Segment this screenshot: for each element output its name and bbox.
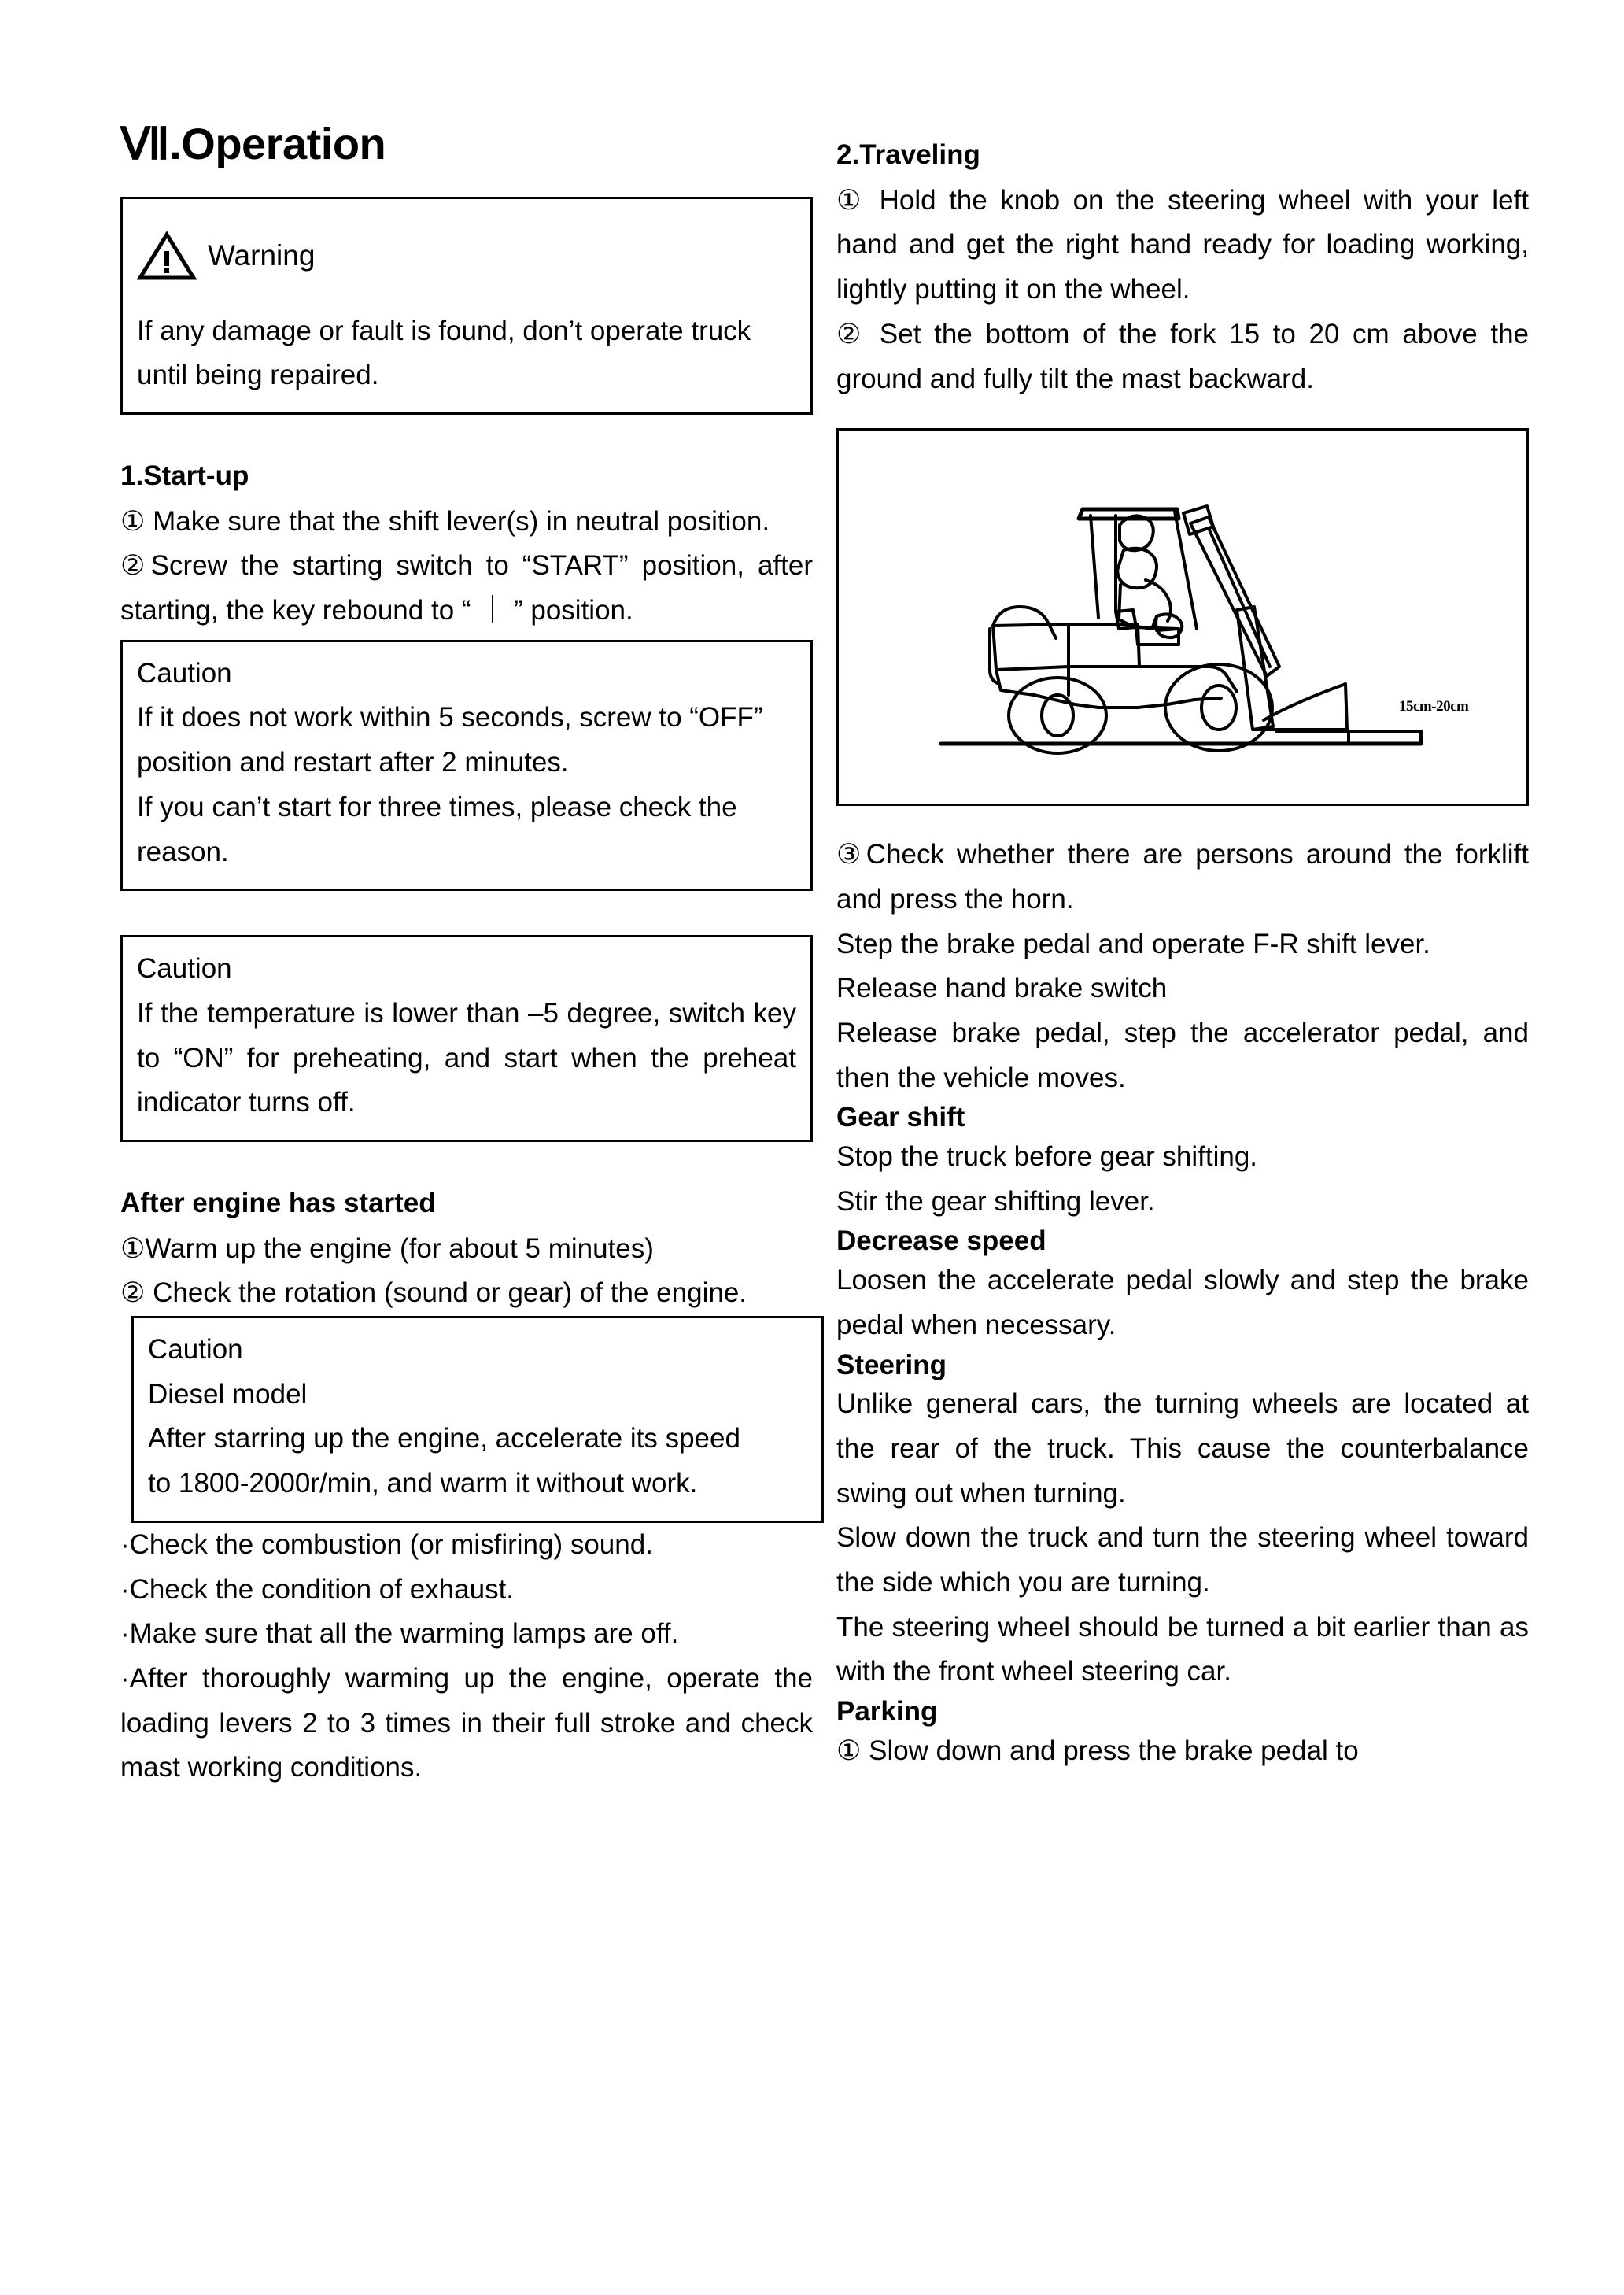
steering-para-1: Unlike general cars, the turning wheels are located at the rear of the truck. This cause the counterbalance swing out when turning. — [836, 1388, 1529, 1509]
warning-label: Warning — [208, 239, 316, 272]
after-engine-item-1: ①Warm up the engine (for about 5 minutes) — [120, 1232, 654, 1264]
startup-heading: 1.Start-up — [120, 460, 249, 491]
traveling-line-brake: Step the brake pedal and operate F-R shift lever. — [836, 928, 1430, 959]
caution-1-line-2: If you can’t start for three times, please check the reason. — [137, 791, 737, 867]
gear-shift-line-1: Stop the truck before gear shifting. — [836, 1141, 1258, 1173]
chapter-number: Ⅶ — [120, 120, 170, 169]
traveling-line-accel: Release brake pedal, step the accelerator pedal, and then the vehicle moves. — [836, 1017, 1529, 1093]
warning-header — [137, 231, 796, 281]
warning-box — [120, 197, 813, 415]
caution-2-body: If the temperature is lower than –5 degree, switch key to “ON” for preheating, and start when the preheat indicator turns off. — [137, 997, 796, 1118]
check-item-2: ·Check the condition of exhaust. — [120, 1573, 515, 1605]
traveling-item-3: ③Check whether there are persons around the forklift and press the horn. — [836, 839, 1529, 915]
parking-heading: Parking — [836, 1696, 938, 1728]
steering-heading: Steering — [836, 1349, 947, 1380]
traveling-item-2: ② Set the bottom of the fork 15 to 20 cm above the ground and fully tilt the mast backward. — [836, 318, 1529, 394]
after-engine-item-2: ② Check the rotation (sound or gear) of the engine. — [120, 1277, 747, 1309]
check-item-4: ·After thoroughly warming up the engine, operate the loading levers 2 to 3 times in their full stroke and check mast working conditions. — [120, 1662, 813, 1783]
caution-1-heading: Caution — [137, 657, 232, 689]
traveling-line-handbrake: Release hand brake switch — [836, 973, 1168, 1004]
steering-para-2: Slow down the truck and turn the steering wheel toward the side which you are turning. — [836, 1522, 1529, 1598]
warning-body: If any damage or fault is found, don’t operate truck until being repaired. — [137, 315, 751, 391]
steering-para-3: The steering wheel should be turned a bit earlier than as with the front wheel steering car. — [836, 1611, 1529, 1687]
traveling-heading: 2.Traveling — [836, 139, 980, 170]
caution-box-1 — [120, 640, 813, 891]
gear-shift-line-2: Stir the gear shifting lever. — [836, 1185, 1155, 1217]
forklift-illustration-icon — [839, 431, 1526, 804]
chapter-title: .Operation — [169, 119, 386, 168]
left-column — [120, 120, 813, 1791]
after-engine-heading: After engine has started — [120, 1187, 436, 1218]
caution-3-line-2: to 1800-2000r/min, and warm it without work. — [148, 1468, 698, 1499]
caution-3-subheading: Diesel model — [148, 1378, 308, 1410]
caution-3-line-1: After starring up the engine, accelerate its speed — [148, 1423, 740, 1454]
decrease-speed-body: Loosen the accelerate pedal slowly and step the brake pedal when necessary. — [836, 1265, 1529, 1340]
caution-box-3 — [131, 1316, 824, 1523]
figure-dimension-label: 15cm-20cm — [1399, 698, 1469, 715]
decrease-speed-heading: Decrease speed — [836, 1225, 1046, 1257]
forklift-figure — [836, 428, 1529, 806]
parking-item-1: ① Slow down and press the brake pedal to — [836, 1735, 1359, 1766]
caution-1-line-1: If it does not work within 5 seconds, screw to “OFF” position and restart after 2 minutes. — [137, 702, 763, 778]
check-item-1: ·Check the combustion (or misfiring) sound. — [120, 1528, 653, 1560]
check-item-3: ·Make sure that all the warming lamps are off. — [120, 1618, 679, 1650]
traveling-item-1: ① Hold the knob on the steering wheel with your left hand and get the right hand ready for loading working, lightly putting it on the wheel. — [836, 184, 1529, 305]
right-column — [836, 138, 1529, 1774]
startup-item-2: ②Screw the starting switch to “START” position, after starting, the key rebound to “ ｜ ” position. — [120, 550, 813, 626]
gear-shift-heading: Gear shift — [836, 1102, 965, 1133]
caution-3-heading: Caution — [148, 1334, 243, 1366]
warning-triangle-icon — [137, 231, 197, 281]
caution-2-heading: Caution — [137, 953, 232, 985]
caution-box-2 — [120, 935, 813, 1142]
page-title — [120, 120, 813, 170]
startup-item-1: ① Make sure that the shift lever(s) in neutral position. — [120, 505, 770, 537]
